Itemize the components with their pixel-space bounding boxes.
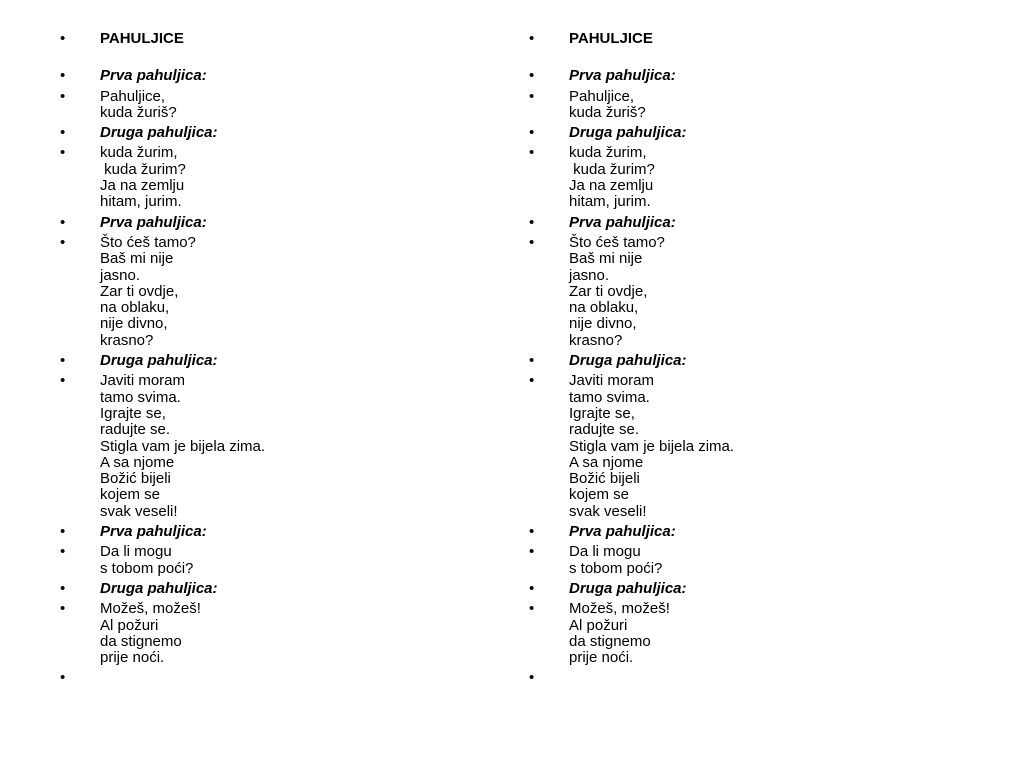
verse-item	[58, 373, 498, 520]
bullet: •	[60, 352, 66, 370]
bullet: •	[60, 213, 66, 231]
bullet: •	[60, 600, 66, 618]
bullet: •	[529, 669, 535, 687]
speaker-item	[58, 524, 498, 540]
speaker-label: Druga pahuljica:	[100, 352, 218, 370]
bullet: •	[529, 372, 535, 390]
poem-title: PAHULJICE	[100, 30, 184, 47]
verse-item	[527, 373, 967, 520]
bullet: •	[60, 30, 66, 47]
bullet: •	[529, 352, 535, 370]
speaker-item	[527, 68, 967, 84]
bullet: •	[60, 669, 66, 687]
empty-bullet-item	[527, 670, 967, 686]
verse-item	[58, 235, 498, 349]
speaker-label: Prva pahuljica:	[569, 213, 676, 231]
verse-item	[58, 601, 498, 666]
speaker-label: Prva pahuljica:	[100, 67, 207, 85]
verse-item	[527, 89, 967, 122]
bullet: •	[60, 124, 66, 142]
speaker-label: Druga pahuljica:	[569, 352, 687, 370]
bullet: •	[60, 67, 66, 85]
verse-item	[58, 89, 498, 122]
verse-text: kuda žurim, kuda žurim? Ja na zemlju hitam, jurim.	[100, 144, 186, 211]
speaker-item	[58, 581, 498, 597]
speaker-item	[527, 353, 967, 369]
verse-text: Javiti moram tamo svima. Igrajte se, radujte se. Stigla vam je bijela zima. A sa njome Božić bijeli kojem se svak veseli!	[100, 372, 266, 520]
bullet: •	[529, 523, 535, 541]
bullet: •	[529, 579, 535, 597]
poem-title: PAHULJICE	[569, 30, 653, 47]
bullet: •	[60, 87, 66, 105]
bullet: •	[60, 523, 66, 541]
verse-item	[527, 235, 967, 349]
verse-item	[527, 145, 967, 210]
verse-item	[527, 601, 967, 666]
verse-text: Možeš, možeš! Al požuri da stignemo prije noći.	[100, 600, 201, 667]
speaker-label: Druga pahuljica:	[569, 124, 687, 142]
speaker-item	[58, 353, 498, 369]
bullet: •	[529, 67, 535, 85]
speaker-label: Druga pahuljica:	[100, 124, 218, 142]
verse-text: Možeš, možeš! Al požuri da stignemo prije noći.	[569, 600, 670, 667]
bullet: •	[529, 144, 535, 162]
speaker-item	[58, 68, 498, 84]
verse-text: Što ćeš tamo? Baš mi nije jasno. Zar ti ovdje, na oblaku, nije divno, krasno?	[569, 233, 665, 349]
bullet: •	[529, 87, 535, 105]
poem-title-item	[58, 31, 498, 47]
speaker-label: Druga pahuljica:	[100, 579, 218, 597]
speaker-item	[58, 125, 498, 141]
bullet: •	[529, 30, 535, 47]
bullet: •	[60, 372, 66, 390]
speaker-label: Prva pahuljica:	[100, 213, 207, 231]
poem-column-left	[58, 31, 498, 691]
bullet: •	[529, 600, 535, 618]
bullet: •	[60, 543, 66, 561]
verse-text: Javiti moram tamo svima. Igrajte se, radujte se. Stigla vam je bijela zima. A sa njome Božić bijeli kojem se svak veseli!	[569, 372, 735, 520]
speaker-label: Druga pahuljica:	[569, 579, 687, 597]
bullet: •	[60, 144, 66, 162]
verse-item	[58, 145, 498, 210]
bullet: •	[529, 213, 535, 231]
bullet: •	[60, 579, 66, 597]
speaker-item	[527, 581, 967, 597]
verse-text: Da li mogu s tobom poći?	[100, 543, 194, 577]
speaker-label: Prva pahuljica:	[569, 67, 676, 85]
verse-text: Pahuljice, kuda žuriš?	[569, 87, 646, 121]
poem-title-item	[527, 31, 967, 47]
bullet: •	[60, 233, 66, 251]
verse-text: Pahuljice, kuda žuriš?	[100, 87, 177, 121]
speaker-item	[58, 215, 498, 231]
speaker-item	[527, 524, 967, 540]
speaker-label: Prva pahuljica:	[100, 523, 207, 541]
verse-text: kuda žurim, kuda žurim? Ja na zemlju hitam, jurim.	[569, 144, 655, 211]
bullet: •	[529, 543, 535, 561]
empty-bullet-item	[58, 670, 498, 686]
bullet: •	[529, 233, 535, 251]
bullet: •	[529, 124, 535, 142]
speaker-item	[527, 125, 967, 141]
verse-text: Što ćeš tamo? Baš mi nije jasno. Zar ti ovdje, na oblaku, nije divno, krasno?	[100, 233, 196, 349]
verse-item	[527, 544, 967, 577]
verse-item	[58, 544, 498, 577]
speaker-item	[527, 215, 967, 231]
verse-text: Da li mogu s tobom poći?	[569, 543, 663, 577]
poem-column-right	[527, 31, 967, 691]
speaker-label: Prva pahuljica:	[569, 523, 676, 541]
